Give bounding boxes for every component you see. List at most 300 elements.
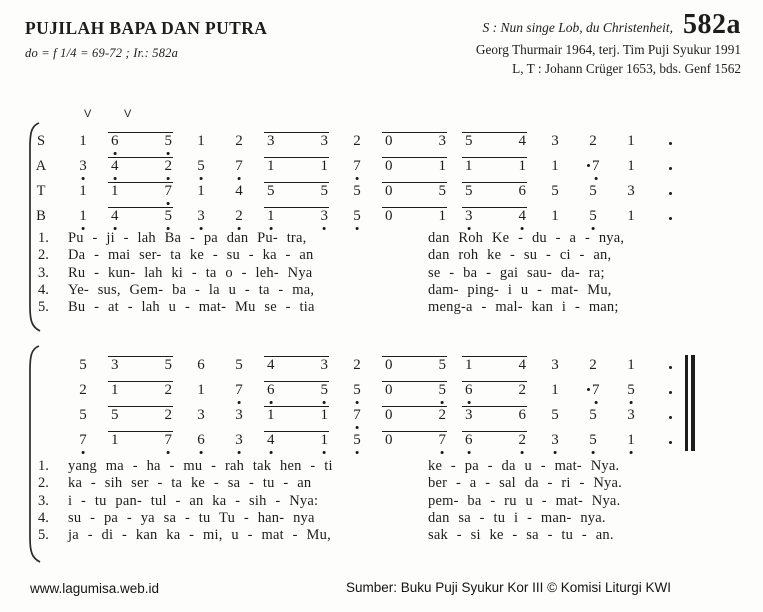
pair-notes [456, 429, 536, 449]
pair-notes [102, 180, 182, 200]
note-digit-low-octave: 3 [551, 432, 559, 448]
note-digit-low-octave: 7 [164, 183, 172, 199]
note [267, 133, 275, 150]
pair-notes [258, 155, 338, 175]
note-digit-low-octave: 5 [320, 382, 328, 398]
note-digit: 2 [353, 357, 361, 373]
note [321, 357, 329, 374]
note-digit: 1 [465, 158, 473, 174]
note [267, 432, 275, 449]
note-digit-low-octave: 7 [438, 432, 446, 448]
sustain-cell [650, 130, 694, 154]
beamed-note-pair [456, 180, 536, 204]
note-digit: 2 [235, 133, 243, 149]
note-digit: 5 [438, 183, 446, 199]
note-digit: 3 [267, 133, 275, 149]
note [627, 407, 635, 423]
note [165, 133, 173, 150]
note-digit: 0 [385, 158, 393, 174]
note-digit: 5 [589, 407, 597, 423]
note [627, 382, 635, 398]
pair-notes [258, 429, 338, 449]
note [165, 357, 173, 374]
note-digit: 1 [197, 183, 205, 199]
note-digit: 6 [197, 357, 205, 373]
note-digit-low-octave: 7 [79, 432, 87, 448]
verse-line [38, 510, 728, 527]
note [627, 158, 635, 174]
note-cell [612, 429, 650, 453]
beamed-note-pair [102, 404, 182, 428]
note [235, 158, 243, 174]
note-digit: 2 [518, 382, 526, 398]
voice-label-s: S [36, 133, 46, 149]
note [197, 183, 205, 199]
note [465, 382, 473, 399]
note [353, 158, 361, 174]
note [465, 407, 473, 424]
note [79, 158, 87, 174]
note [353, 357, 361, 373]
note [519, 133, 527, 150]
verse-text-right: dan sa - tu i - man- nya. [428, 509, 606, 526]
note-cell [536, 155, 574, 179]
note-digit: 3 [551, 357, 559, 373]
verse-text-right: dam- ping- i u - mat- Mu, [428, 281, 612, 298]
pair-notes [102, 404, 182, 424]
note [79, 357, 87, 373]
note-cell [182, 429, 220, 453]
note-digit-low-octave: 7 [592, 158, 600, 174]
note-cell [574, 404, 612, 428]
note-digit-low-octave: 3 [320, 208, 328, 224]
note-digit: 0 [385, 133, 393, 149]
sustain-dot-icon [587, 164, 590, 167]
header-row1 [482, 11, 741, 39]
original-title: S : Nun singe Lob, du Christenheit, [482, 20, 673, 35]
pair-notes [102, 379, 182, 399]
note-digit: 1 [438, 208, 446, 224]
note-digit: 5 [353, 183, 361, 199]
pair-notes [376, 404, 456, 424]
note-digit: 1 [551, 208, 559, 224]
verse-number: 1. [38, 458, 49, 474]
note-cell [536, 130, 574, 154]
note-digit: 3 [235, 407, 243, 423]
verse-line [38, 230, 728, 247]
note-digit: 3 [551, 133, 559, 149]
voice-row [64, 379, 694, 404]
note [551, 382, 559, 398]
beamed-note-pair [376, 130, 456, 154]
note-digit: 5 [589, 183, 597, 199]
note [165, 382, 173, 399]
verse-block-2 [38, 458, 728, 544]
note-cell [612, 404, 650, 428]
pair-notes [102, 155, 182, 175]
website-text: www.lagumisa.web.id [30, 581, 160, 596]
verse-text-left: Bu - at - lah u - mat- Mu se - tia [68, 299, 315, 316]
note [385, 208, 393, 225]
note-digit-low-octave: 1 [267, 208, 275, 224]
note [353, 183, 361, 199]
note-digit-low-octave: 5 [589, 208, 597, 224]
note-digit: 1 [551, 158, 559, 174]
note [551, 432, 559, 448]
pair-notes [258, 404, 338, 424]
verse-text-right: dan roh ke - su - ci - an, [428, 247, 612, 264]
note [589, 432, 597, 448]
note [465, 208, 473, 225]
note-digit-low-octave: 3 [465, 208, 473, 224]
note [235, 382, 243, 398]
note [353, 407, 361, 423]
note-digit: 1 [465, 357, 473, 373]
note-digit-low-octave: 5 [164, 208, 172, 224]
note-digit: 5 [111, 407, 119, 423]
note-digit: 1 [320, 158, 328, 174]
note-cell [182, 379, 220, 403]
voice-row [64, 404, 694, 429]
beamed-note-pair [376, 404, 456, 428]
note-digit: 1 [79, 183, 87, 199]
note-digit-low-octave: 1 [79, 208, 87, 224]
verse-text-left: Ru - kun- lah ki - ta o - leh- Nya [68, 264, 313, 281]
note [79, 382, 87, 398]
pair-notes [258, 354, 338, 374]
verse-line [38, 458, 728, 475]
pair-notes [376, 205, 456, 225]
verse-line [38, 493, 728, 510]
source-attribution: Sumber: Buku Puji Syukur Kor III © Komisi Liturgi KWI [346, 580, 672, 595]
note [519, 208, 527, 225]
tempo-marking: do = f 1/4 = 69-72 ; Ir.: 582a [25, 46, 179, 60]
note-cell [64, 130, 102, 154]
note-cell [220, 155, 258, 179]
sustain-dot-icon [669, 142, 672, 145]
note [627, 432, 635, 448]
note [111, 357, 119, 374]
beamed-note-pair [258, 354, 338, 378]
verse-text-right: se - ba - gai sau- da- ra; [428, 264, 605, 281]
beamed-note-pair [456, 354, 536, 378]
final-double-barline [685, 355, 695, 451]
verse-text-left: ja - di - kan ka - mi, u - mat - Mu, [68, 527, 331, 544]
note-digit: 3 [111, 357, 119, 373]
voice-row [64, 180, 694, 205]
note-cell [182, 180, 220, 204]
note [589, 208, 597, 224]
sustain-dot-icon [669, 391, 672, 394]
beamed-note-pair [258, 205, 338, 229]
verse-line [38, 247, 728, 264]
note-cell [536, 354, 574, 378]
voice-label-a: A [35, 158, 47, 174]
note [385, 382, 393, 399]
note [235, 208, 243, 224]
note [519, 158, 527, 175]
note [165, 183, 173, 200]
note-cell [574, 130, 612, 154]
note-digit: 1 [627, 133, 635, 149]
pair-notes [258, 205, 338, 225]
note [235, 407, 243, 423]
note-digit-low-octave: 2 [164, 158, 172, 174]
note [353, 133, 361, 149]
note-digit: 1 [111, 432, 119, 448]
note [439, 133, 447, 150]
verse-line [38, 475, 728, 492]
note-digit: 5 [320, 183, 328, 199]
beamed-note-pair [376, 180, 456, 204]
note [465, 133, 473, 150]
note [197, 357, 205, 373]
sustain-cell [650, 205, 694, 229]
note-digit: 5 [438, 357, 446, 373]
pair-notes [376, 130, 456, 150]
note [439, 158, 447, 175]
note [439, 183, 447, 200]
beamed-note-pair [376, 205, 456, 229]
note-cell [64, 354, 102, 378]
note-digit: 0 [385, 432, 393, 448]
note-digit: 1 [267, 158, 275, 174]
note-digit: 1 [438, 158, 446, 174]
verse-text-left: yang ma - ha - mu - rah tak hen - ti [68, 458, 333, 474]
note-digit: 3 [320, 133, 328, 149]
note-cell [574, 354, 612, 378]
verse-text-left: su - pa - ya sa - tu Tu - han- nya [68, 509, 315, 526]
note [321, 133, 329, 150]
sustain-dot-icon [669, 167, 672, 170]
note-cell [338, 205, 376, 229]
beamed-note-pair [102, 155, 182, 179]
sustain-dot-icon [669, 192, 672, 195]
beamed-note-pair [102, 180, 182, 204]
note [321, 382, 329, 399]
note [551, 208, 559, 224]
note-digit-low-octave: 7 [235, 382, 243, 398]
note [235, 432, 243, 448]
note-digit-low-octave: 6 [465, 382, 473, 398]
verse-number: 4. [38, 281, 49, 298]
note [267, 382, 275, 399]
note-digit: 3 [438, 133, 446, 149]
verse-text-right: ber - a - sal da - ri - Nya. [428, 475, 622, 492]
note [197, 432, 205, 448]
note-digit: 1 [111, 382, 119, 398]
note [197, 382, 205, 398]
pair-notes [102, 429, 182, 449]
note-cell [338, 130, 376, 154]
verse-text-right: ke - pa - da u - mat- Nya. [428, 458, 620, 474]
note-cell [574, 180, 612, 204]
beamed-note-pair [456, 429, 536, 453]
note-digit: 0 [385, 357, 393, 373]
pair-notes [258, 130, 338, 150]
sustain-cell [650, 180, 694, 204]
note-digit-low-octave: 5 [627, 382, 635, 398]
note-digit: 2 [164, 407, 172, 423]
note-digit-low-octave: 3 [197, 208, 205, 224]
note-cell [64, 180, 102, 204]
verse-number: 4. [38, 509, 49, 526]
note [465, 183, 473, 200]
beamed-note-pair [456, 205, 536, 229]
pair-notes [456, 130, 536, 150]
note-digit: 1 [111, 183, 119, 199]
pair-notes [456, 354, 536, 374]
voice-label-t: T [36, 183, 46, 199]
beamed-note-pair [376, 155, 456, 179]
note-digit: 5 [551, 407, 559, 423]
note-digit-low-octave: 7 [164, 432, 172, 448]
note-cell [220, 429, 258, 453]
beamed-note-pair [258, 404, 338, 428]
note-digit-low-octave: 4 [111, 208, 119, 224]
note-digit: 3 [197, 407, 205, 423]
note [353, 382, 361, 398]
note-digit: 5 [164, 357, 172, 373]
note [321, 208, 329, 225]
note-digit: 2 [79, 382, 87, 398]
note-digit-low-octave: 6 [111, 133, 119, 149]
beamed-note-pair [456, 379, 536, 403]
note [385, 158, 393, 175]
note-digit-low-octave: 7 [235, 158, 243, 174]
note-cell [220, 130, 258, 154]
note [465, 158, 473, 175]
pair-notes [102, 205, 182, 225]
note [385, 407, 393, 424]
note [165, 407, 173, 424]
verse-line [38, 265, 728, 282]
note-digit: 1 [627, 158, 635, 174]
sustain-dot-icon [669, 441, 672, 444]
beamed-note-pair [456, 130, 536, 154]
verse-number: 2. [38, 475, 49, 492]
note [519, 382, 527, 399]
note-digit-low-octave: 5 [353, 432, 361, 448]
verse-number: 1. [38, 230, 49, 246]
note [519, 183, 527, 200]
note-cell [64, 429, 102, 453]
note-cell [182, 155, 220, 179]
note [197, 133, 205, 149]
note [321, 183, 329, 200]
note-digit: 1 [320, 407, 328, 423]
note-digit-low-octave: 1 [627, 432, 635, 448]
note-digit: 6 [518, 407, 526, 423]
note [79, 407, 87, 423]
beamed-note-pair [258, 429, 338, 453]
note-digit-low-octave: 2 [518, 432, 526, 448]
note [321, 407, 329, 424]
voice-row [64, 130, 694, 155]
sustain-dot-icon [669, 217, 672, 220]
note-digit: 1 [518, 158, 526, 174]
composer-credit: Georg Thurmair 1964, terj. Tim Puji Syukur 1991 [475, 42, 741, 57]
note-digit-low-octave: 4 [267, 432, 275, 448]
note-digit-low-octave: 6 [465, 432, 473, 448]
note [519, 357, 527, 374]
note [519, 432, 527, 449]
note [267, 357, 275, 374]
note-digit-low-octave: 6 [267, 382, 275, 398]
beamed-note-pair [258, 379, 338, 403]
beamed-note-pair [258, 180, 338, 204]
pair-notes [258, 180, 338, 200]
note-digit: 1 [627, 357, 635, 373]
note-cell [338, 180, 376, 204]
note-cell [338, 379, 376, 403]
note-digit-low-octave: 7 [353, 158, 361, 174]
note [627, 183, 635, 199]
note-cell [220, 354, 258, 378]
note-cell [338, 429, 376, 453]
note-digit-low-octave: 3 [235, 432, 243, 448]
note-cell [536, 205, 574, 229]
pair-notes [376, 354, 456, 374]
note [439, 432, 447, 449]
pair-notes [102, 130, 182, 150]
note [385, 432, 393, 449]
verse-line [38, 299, 728, 316]
music-system-1 [0, 130, 763, 232]
note [627, 208, 635, 224]
beamed-note-pair [258, 155, 338, 179]
note [165, 432, 173, 449]
note-digit: 4 [518, 133, 526, 149]
verse-number: 2. [38, 247, 49, 264]
sustain-dot-icon [669, 416, 672, 419]
note-cell [338, 155, 376, 179]
note-digit-low-octave: 5 [353, 382, 361, 398]
note [267, 158, 275, 175]
voice-row [64, 429, 694, 454]
note-cell [182, 205, 220, 229]
note [439, 357, 447, 374]
note-cell [574, 205, 612, 229]
pair-notes [376, 429, 456, 449]
verse-text-right: dan Roh Ke - du - a - nya, [428, 230, 625, 246]
note-digit-low-octave: 1 [320, 432, 328, 448]
verse-line [38, 282, 728, 299]
note [465, 432, 473, 449]
verse-text-left: Pu - ji - lah Ba - pa dan Pu- tra, [68, 230, 307, 246]
page-title: PUJILAH BAPA DAN PUTRA [25, 18, 268, 38]
note-digit: 2 [589, 133, 597, 149]
note [439, 208, 447, 225]
pair-notes [376, 180, 456, 200]
note-cell [220, 404, 258, 428]
verse-text-right: sak - si ke - sa - tu - an. [428, 527, 614, 544]
note-cell [182, 354, 220, 378]
beamed-note-pair [102, 379, 182, 403]
note-digit: 5 [79, 407, 87, 423]
note-digit-low-octave: 4 [518, 208, 526, 224]
verse-number: 3. [38, 492, 49, 509]
pair-notes [376, 155, 456, 175]
note-digit: 1 [79, 133, 87, 149]
note-cell [612, 379, 650, 403]
note-digit: 0 [385, 407, 393, 423]
note [439, 382, 447, 399]
note [551, 158, 559, 174]
beamed-note-pair [456, 155, 536, 179]
breath-mark: V [124, 108, 132, 120]
pair-notes [456, 180, 536, 200]
